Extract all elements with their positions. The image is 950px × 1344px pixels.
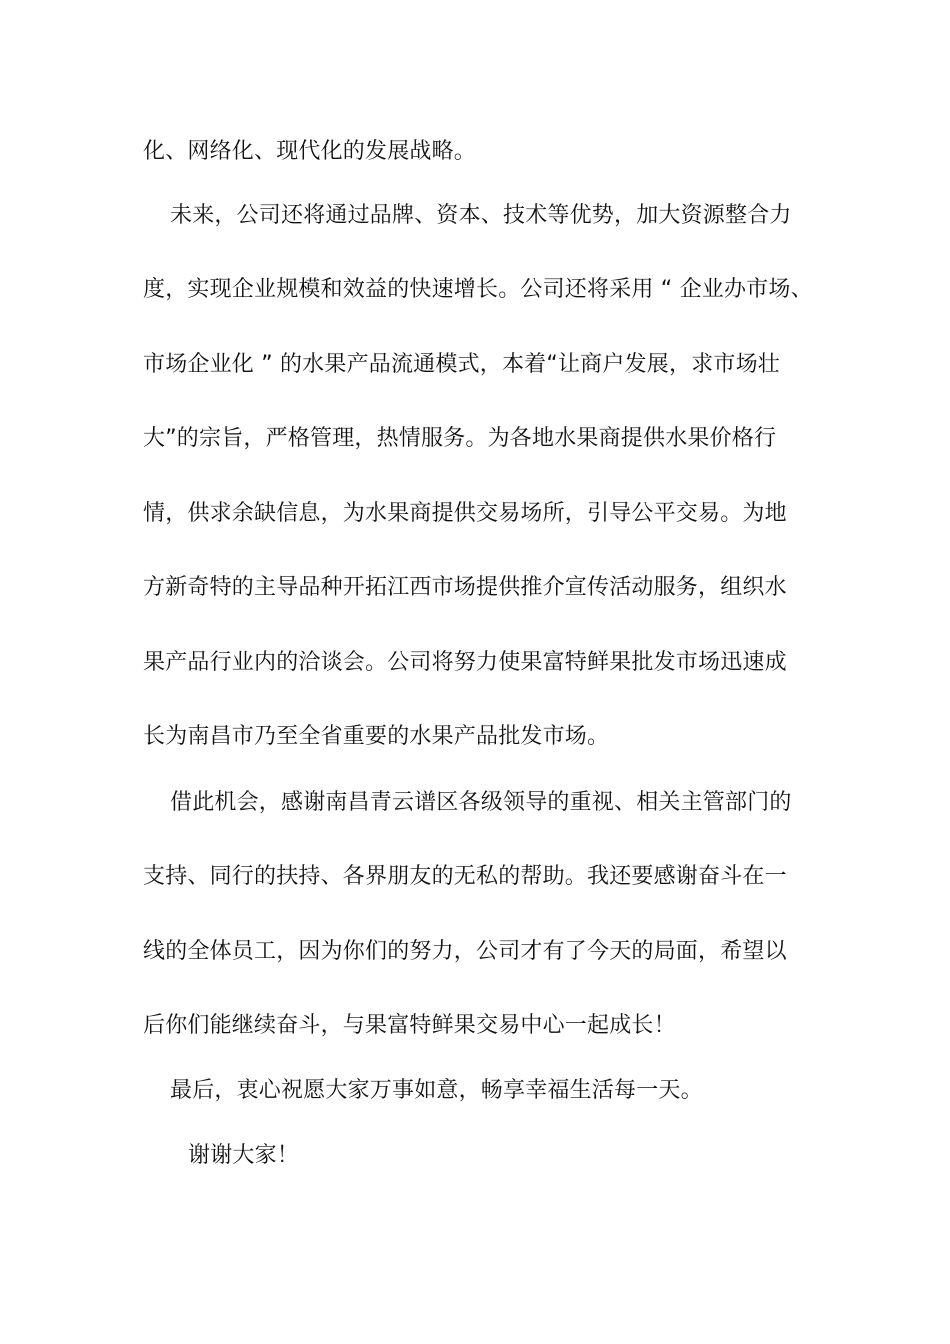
- text-line: 化、网络化、现代化的发展战略。: [143, 139, 477, 164]
- text-line: 情，供求余缺信息，为水果商提供交易场所，引导公平交易。为地: [143, 501, 787, 526]
- thanks-line: 谢谢大家！: [188, 1143, 300, 1168]
- text-line: 果产品行业内的洽谈会。公司将努力使果富特鲜果批发市场迅速成: [143, 650, 787, 675]
- text-line: 线的全体员工，因为你们的努力，公司才有了今天的局面，希望以: [143, 939, 787, 964]
- paragraph-start-line: 未来，公司还将通过品牌、资本、技术等优势，加大资源整合力: [170, 203, 792, 228]
- text-line: 度，实现企业规模和效益的快速增长。公司还将采用 “ 企业办市场、: [143, 277, 813, 302]
- text-line: 支持、同行的扶持、各界朋友的无私的帮助。我还要感谢奋斗在一: [143, 864, 787, 889]
- text-line: 长为南昌市乃至全省重要的水果产品批发市场。: [143, 724, 610, 749]
- text-line: 市场企业化 ” 的水果产品流通模式，本着“让商户发展，求市场壮: [143, 352, 780, 377]
- closing-wish-line: 最后，衷心祝愿大家万事如意，畅享幸福生活每一天。: [170, 1078, 703, 1103]
- text-line: 大”的宗旨，严格管理，热情服务。为各地水果商提供水果价格行: [143, 426, 777, 451]
- paragraph-start-line: 借此机会，感谢南昌青云谱区各级领导的重视、相关主管部门的: [170, 790, 792, 815]
- text-line: 方新奇特的主导品种开拓江西市场提供推介宣传活动服务，组织水: [143, 575, 787, 600]
- text-line: 后你们能继续奋斗，与果富特鲜果交易中心一起成长！: [143, 1013, 676, 1038]
